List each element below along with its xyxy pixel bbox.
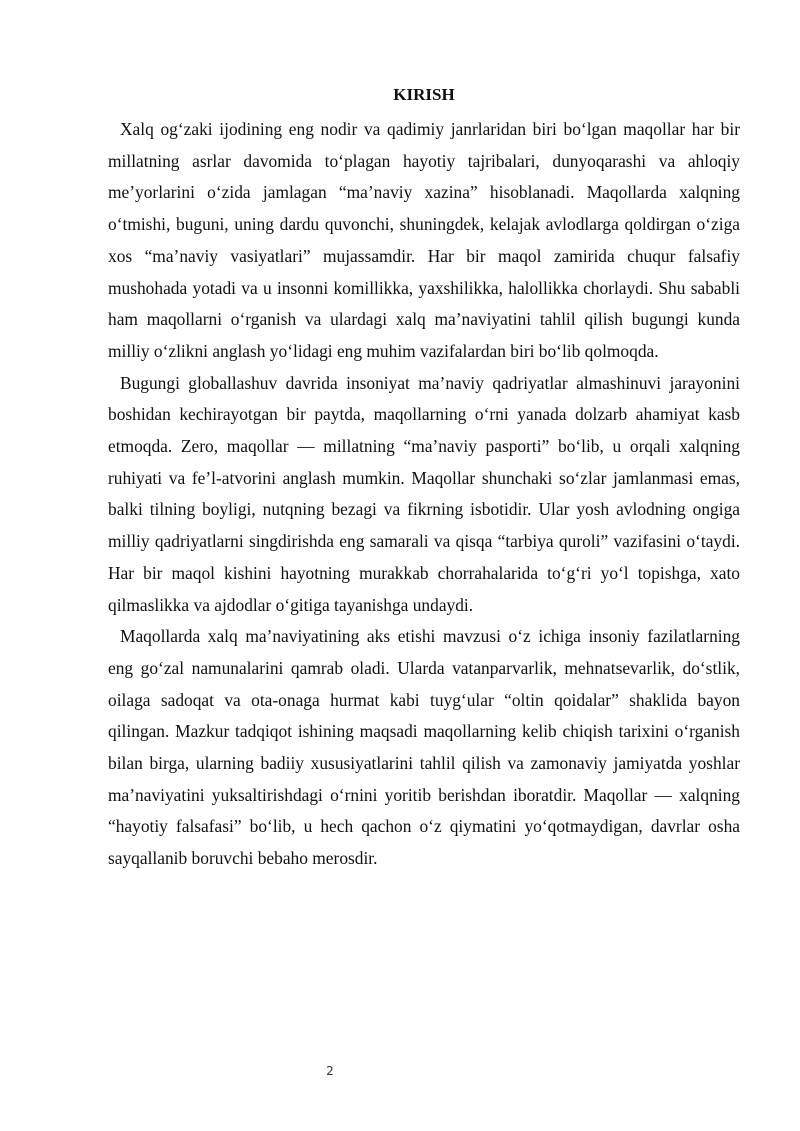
section-title: KIRISH bbox=[393, 85, 455, 104]
document-page bbox=[108, 82, 740, 875]
paragraph-3: Maqollarda xalq ma’naviyatining aks etishi mavzusi o‘z ichiga insoniy fazilatlarning eng go‘zal namunalarini qamrab oladi. Ularda vatanparvarlik, mehnatsevarlik, do‘stlik, oilaga sadoqat va ota-onaga hurmat kabi tuyg‘ular “oltin qoidalar” shaklida bayon qilingan. Mazkur tadqiqot ishining maqsadi maqollarning kelib chiqish tarixini o‘rganish bilan birga, ularning badiiy xususiyatlarini tahlil qilish va zamonaviy jamiyatda yoshlar ma’naviyatini yuksaltirishdagi o‘rnini yoritib berishdan iboratdir. Maqollar — xalqning “hayotiy falsafasi” bo‘lib, u hech qachon o‘z qiymatini yo‘qotmaydigan, davrlar osha sayqallanib boruvchi bebaho merosdir. bbox=[108, 626, 740, 869]
paragraph-2: Bugungi globallashuv davrida insoniyat ma’naviy qadriyatlar almashinuvi jarayonini boshidan kechirayotgan bir paytda, maqollarning o‘rni yanada dolzarb ahamiyat kasb etmoqda. Zero, maqollar — millatning “ma’naviy pasporti” bo‘lib, u orqali xalqning ruhiyati va fe’l-atvorini anglash mumkin. Maqollar shunchaki so‘zlar jamlanmasi emas, balki tilning boyligi, nutqning bezagi va fikrning isbotidir. Ular yosh avlodning ongiga milliy qadriyatlarni singdirishda eng samarali va qisqa “tarbiya quroli” vazifasini o‘taydi. Har bir maqol kishini hayotning murakkab chorrahalarida to‘g‘ri yo‘l topishga, xato qilmaslikka va ajdodlar o‘gitiga tayanishga undaydi. bbox=[108, 372, 740, 615]
paragraph-1: Xalq og‘zaki ijodining eng nodir va qadimiy janrlaridan biri bo‘lgan maqollar har bir millatning asrlar davomida to‘plagan hayotiy tajribalari, dunyoqarashi va ahloqiy me’yorlarini o‘zida jamlagan “ma’naviy xazina” hisoblanadi. Maqollarda xalqning o‘tmishi, buguni, uning dardu quvonchi, shuningdek, kelajak avlodlarga qoldirgan o‘ziga xos “ma’naviy vasiyatlari” mujassamdir. Har bir maqol zamirida chuqur falsafiy mushohada yotadi va u insonni komillikka, yaxshilikka, halollikka chorlaydi. Shu sababli ham maqollarni o‘rganish va ulardagi xalq ma’naviyatini tahlil qilish bugungi kunda milliy o‘zlikni anglash yo‘lidagi eng muhim vazifalardan biri bo‘lib qolmoqda. bbox=[108, 119, 740, 361]
page-number: 2 bbox=[326, 1064, 334, 1078]
